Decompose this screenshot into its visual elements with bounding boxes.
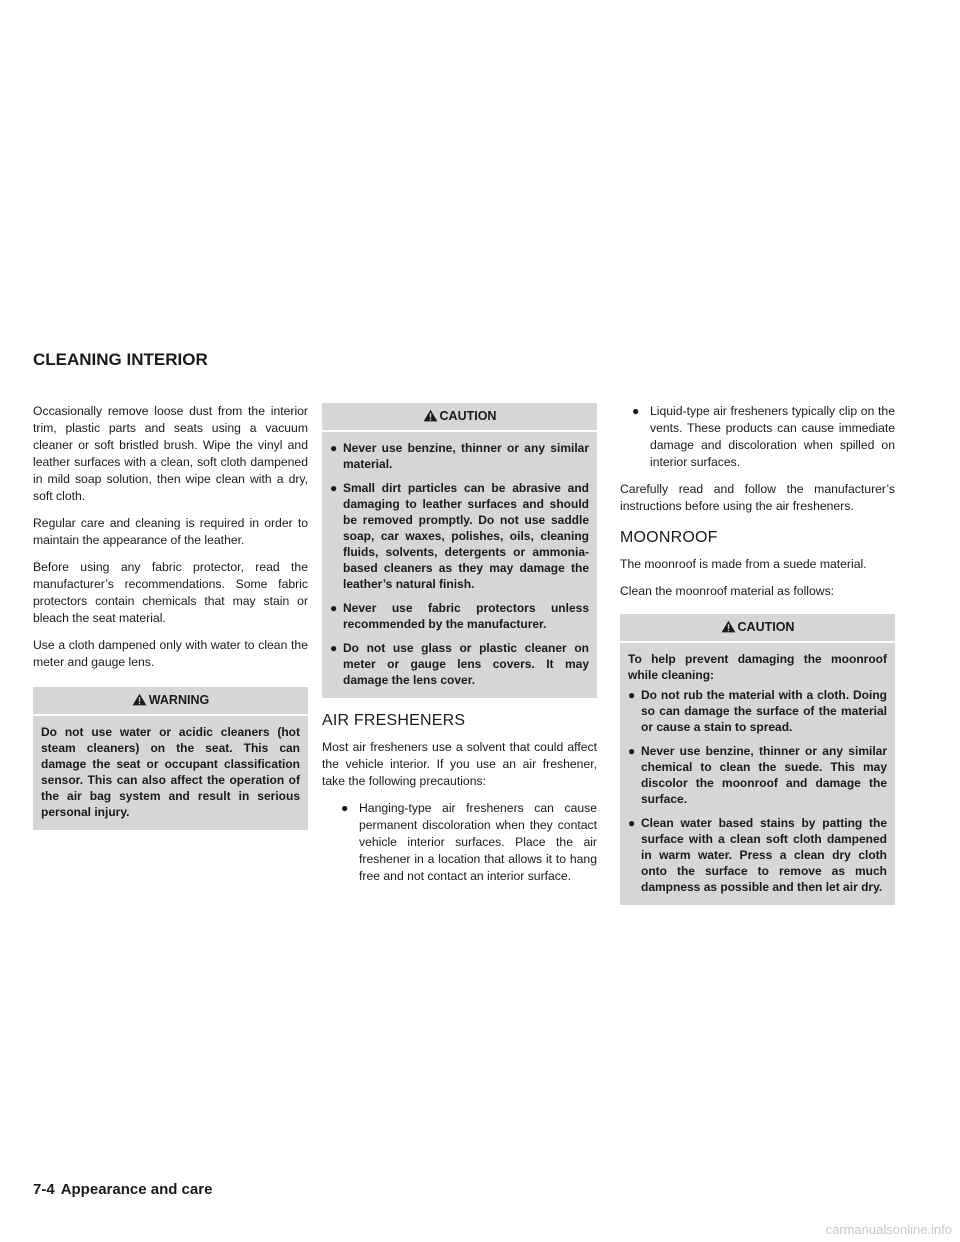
list-item: ● Hanging-type air fresheners can cause permanent discoloration when they contact vehicle interior surfaces. Place the air freshener in a location that allows it to hang free and not contact an interior surface. (341, 801, 597, 883)
caution-header (620, 614, 895, 643)
bullet-icon: ● (330, 641, 338, 655)
paragraph: Most air fresheners use a solvent that could affect the vehicle interior. If you use an air freshener, take the following precautions: (322, 740, 597, 788)
bullet-icon: ● (628, 816, 636, 830)
caution-icon (423, 409, 438, 422)
warning-header (33, 687, 308, 716)
bullet-icon: ● (330, 601, 338, 615)
paragraph: Before using any fabric protector, read the manufacturer’s recommendations. Some fabric protectors contain chemicals that may stain or bleach the seat material. (33, 560, 308, 625)
column-1 (33, 403, 308, 842)
caution-header (322, 403, 597, 432)
moonroof-heading: MOONROOF (620, 529, 718, 546)
page-footer (33, 1181, 212, 1198)
bullet-icon: ● (628, 688, 636, 702)
caution-title: CAUTION (737, 620, 795, 634)
paragraph: Clean the moonroof material as follows: (620, 584, 835, 598)
warning-box (33, 687, 308, 830)
warning-icon (132, 693, 147, 706)
bullet-icon: ● (632, 404, 640, 418)
caution-item: ● Never use benzine, thinner or any similar chemical to clean the suede. This may discolor the moonroof and damage the surface. (628, 744, 887, 806)
warning-text: Do not use water or acidic cleaners (hot steam cleaners) on the seat. This can damage the seat or occupant classification sensor. This can also affect the operation of the air bag system and result in serious personal injury. (41, 725, 300, 819)
caution-item: ● Do not rub the material with a cloth. Doing so can damage the surface of the material or cause a stain to spread. (628, 688, 887, 734)
air-fresheners-heading: AIR FRESHENERS (322, 712, 466, 729)
paragraph: Carefully read and follow the manufacturer’s instructions before using the air fresheners. (620, 482, 895, 513)
caution-item: ● Clean water based stains by patting the surface with a clean soft cloth dampened in warm water. Press a clean dry cloth onto the surface to remove as much dampness as possible and then let air dry. (628, 816, 887, 894)
caution-intro: To help prevent damaging the moonroof while cleaning: (628, 652, 887, 682)
caution-title: CAUTION (439, 409, 497, 423)
column-2 (322, 403, 597, 895)
list-item: ● Liquid-type air fresheners typically clip on the vents. These products can cause immediate damage and discoloration when spilled on interior surfaces. (632, 404, 895, 469)
bullet-icon: ● (330, 481, 338, 495)
caution-item: ● Never use benzine, thinner or any similar material. (330, 441, 589, 471)
caution-box (322, 403, 597, 698)
paragraph: The moonroof is made from a suede material. (620, 557, 867, 571)
caution-box (620, 614, 895, 905)
caution-item: ● Never use fabric protectors unless recommended by the manufacturer. (330, 601, 589, 631)
section-title: CLEANING INTERIOR (33, 350, 208, 369)
page-number: 7-4 (33, 1181, 55, 1198)
paragraph: Regular care and cleaning is required in order to maintain the appearance of the leather. (33, 516, 308, 547)
bullet-icon: ● (330, 441, 338, 455)
bullet-icon: ● (341, 801, 349, 815)
caution-icon (721, 620, 736, 633)
paragraph: Use a cloth dampened only with water to clean the meter and gauge lens. (33, 638, 308, 669)
bullet-icon: ● (628, 744, 636, 758)
warning-title: WARNING (148, 693, 210, 707)
column-3 (620, 403, 895, 917)
chapter-label: Appearance and care (60, 1181, 213, 1198)
caution-item: ● Do not use glass or plastic cleaner on meter or gauge lens covers. It may damage the lens cover. (330, 641, 589, 687)
caution-item: ● Small dirt particles can be abrasive and damaging to leather surfaces and should be removed promptly. Do not use saddle soap, car waxes, polishes, oils, cleaning fluids, solvents, detergents or ammonia-based cleaners as they may damage the leather’s natural finish. (330, 481, 589, 591)
paragraph: Occasionally remove loose dust from the interior trim, plastic parts and seats using a vacuum cleaner or soft bristled brush. Wipe the vinyl and leather surfaces with a clean, soft cloth dampened in mild soap solution, then wipe clean with a dry, soft cloth. (33, 404, 308, 503)
watermark: carmanualsonline.info (825, 1222, 952, 1237)
